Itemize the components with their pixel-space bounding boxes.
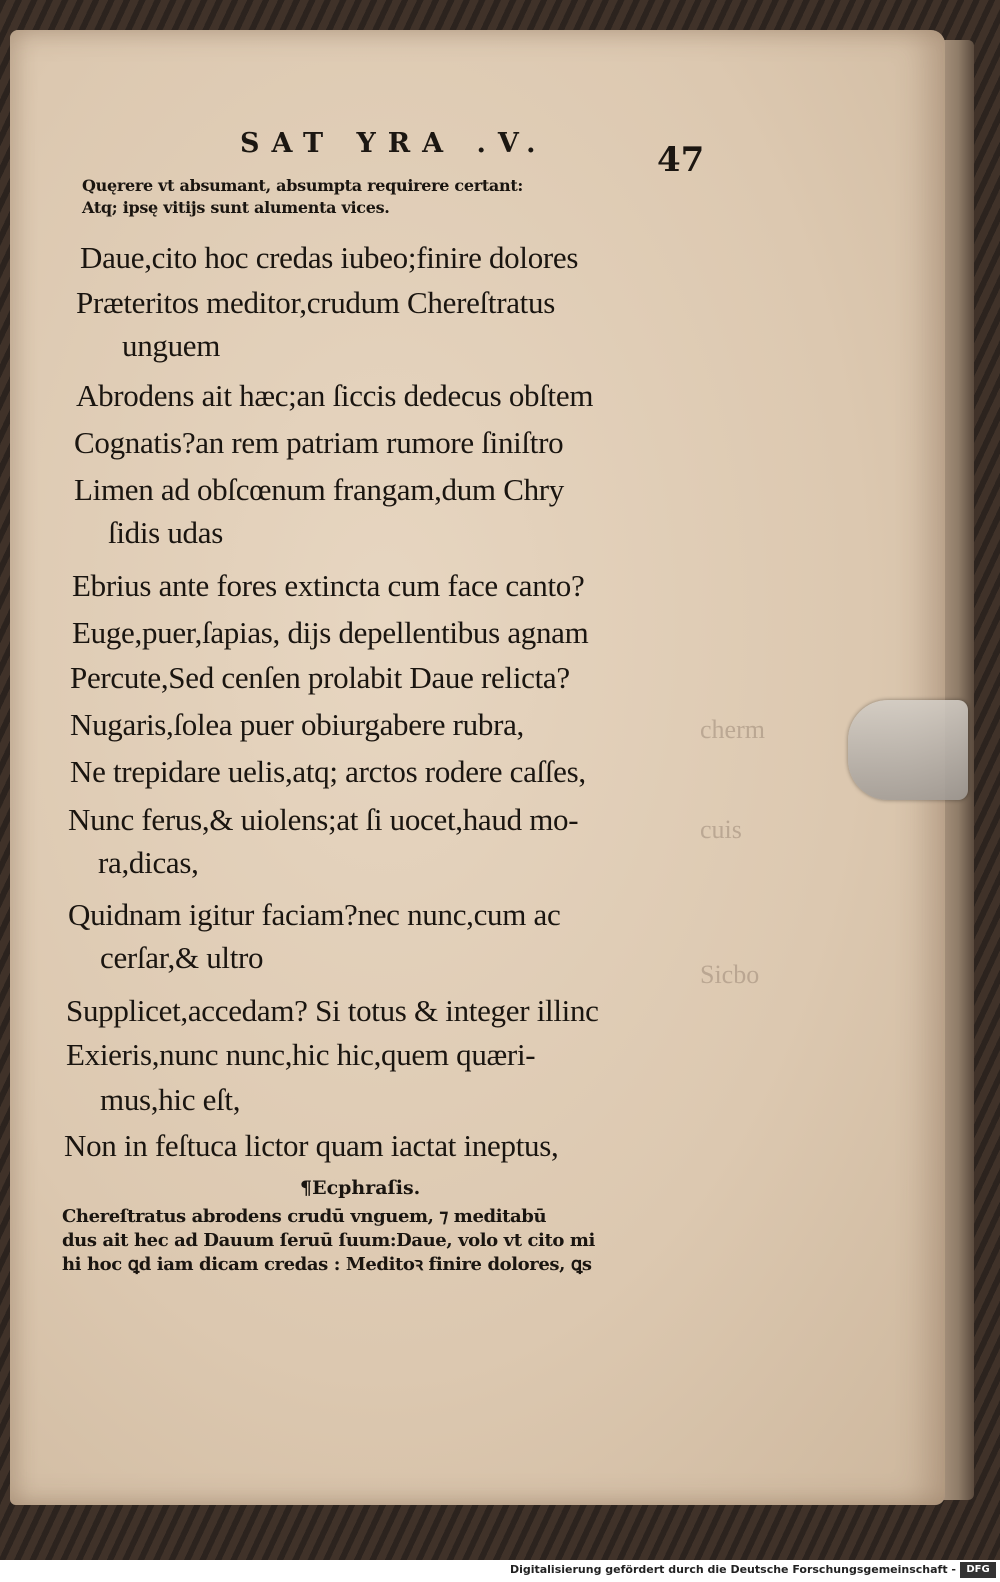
ecphrasis-heading: ¶Ecphraſis.: [300, 1177, 421, 1199]
page-number: 47: [657, 140, 705, 180]
verse-line: Cognatis?an rem patriam rumore ſiniſtro: [74, 425, 564, 460]
dfg-logo: DFG: [960, 1562, 996, 1578]
commentary-line: hi hoc ꝗd iam dicam credas : Meditoꝛ finire dolores, ꝗs: [62, 1254, 592, 1275]
page-clip: [848, 700, 968, 800]
show-through-text: Sicbo: [700, 960, 760, 989]
verse-line: Abrodens ait hæc;an ſiccis dedecus obſtem: [76, 378, 594, 413]
verse-line: Ne trepidare uelis,atq; arctos rodere caſſes,: [70, 754, 586, 789]
verse-line: mus,hic eſt,: [100, 1082, 241, 1117]
verse-line: Exieris,nunc nunc,hic hic,quem quæri-: [66, 1037, 536, 1072]
blackletter-line: Atq; ipsę vitijs sunt alumenta vices.: [82, 198, 390, 217]
show-through-text: cherm: [700, 715, 765, 744]
verse-line: ra,dicas,: [98, 845, 199, 880]
commentary-line: dus ait hec ad Dauum ſeruū ſuum:Daue, volo vt cito mi: [62, 1230, 595, 1251]
verse-line: Supplicet,accedam? Si totus & integer illinc: [66, 993, 599, 1028]
verse-line: cerſar,& ultro: [100, 940, 264, 975]
verse-line: Nugaris,ſolea puer obiurgabere rubra,: [70, 707, 525, 742]
verse-line: Euge,puer,ſapias, dijs depellentibus agnam: [72, 615, 589, 650]
verse-line: Nunc ferus,& uiolens;at ſi uocet,haud mo-: [68, 802, 579, 837]
commentary: [62, 1205, 682, 1277]
show-through-text: cuis: [700, 815, 742, 844]
verse-line: Præteritos meditor,crudum Chereſtratus: [76, 285, 555, 320]
commentary-line: Chereſtratus abrodens crudū vnguem, ⁊ meditabū: [62, 1206, 547, 1227]
verse-line: ſidis udas: [108, 515, 223, 550]
blackletter-line: Quęrere vt absumant, absumpta requirere certant:: [82, 176, 524, 195]
verse-line: Ebrius ante fores extincta cum face canto?: [72, 568, 585, 603]
verse-line: Limen ad obſcœnum frangam,dum Chry: [74, 472, 564, 507]
verse-line: unguem: [122, 328, 221, 363]
verse-line: Quidnam igitur faciam?nec nunc,cum ac: [68, 897, 561, 932]
running-header: SAT YRA .V.: [240, 128, 548, 159]
verse-line: Daue,cito hoc credas iubeo;finire dolores: [80, 240, 579, 275]
funding-credit: Digitalisierung gefördert durch die Deutsche Forschungsgemeinschaft -: [509, 1563, 956, 1576]
verse-line: Non in feſtuca lictor quam iactat ineptus,: [64, 1128, 559, 1163]
verse-line: Percute,Sed cenſen prolabit Daue relicta?: [70, 660, 570, 695]
footer-bar: [0, 1560, 1000, 1582]
